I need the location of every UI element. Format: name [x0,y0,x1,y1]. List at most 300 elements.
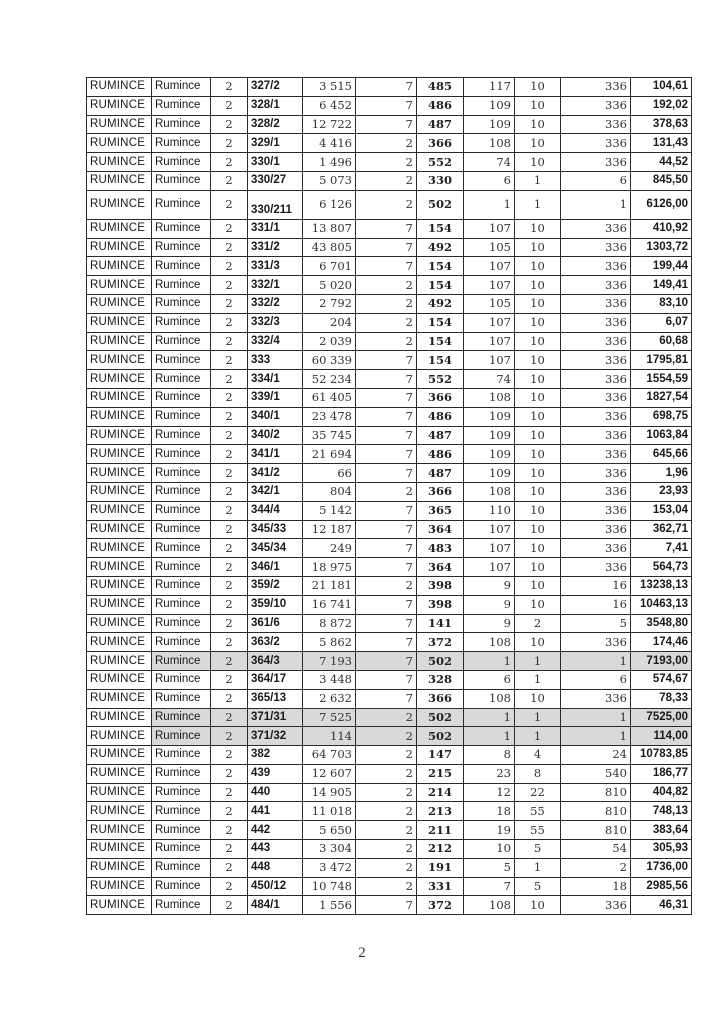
value-b: 22 [515,783,561,802]
land-type: 7 [356,78,417,97]
cadastral-area-name: Rumince [152,313,211,332]
price: 362,71 [631,520,692,539]
parcel-number: 439 [248,764,303,783]
value-a: 109 [464,445,515,464]
price: 378,63 [631,115,692,134]
parcel-area: 12 722 [303,115,356,134]
value-b: 10 [515,219,561,238]
table-row [87,558,692,577]
value-a: 18 [464,802,515,821]
parcel-number: 330/27 [248,171,303,190]
register-type: 2 [211,840,248,859]
register-type: 2 [211,388,248,407]
value-b: 10 [515,595,561,614]
value-c: 336 [561,633,631,652]
value-a: 5 [464,858,515,877]
value-b: 10 [515,576,561,595]
parcel-number: 332/4 [248,332,303,351]
price: 186,77 [631,764,692,783]
land-type: 7 [356,351,417,370]
value-c: 336 [561,78,631,97]
parcel-area: 60 339 [303,351,356,370]
register-type: 2 [211,464,248,483]
table-row [87,153,692,172]
bpej-code: 502 [417,727,464,746]
cadastral-area-code: RUMINCE [87,134,152,153]
cadastral-area-code: RUMINCE [87,783,152,802]
land-type: 2 [356,190,417,219]
parcel-number: 341/1 [248,445,303,464]
parcel-number: 345/34 [248,539,303,558]
value-a: 74 [464,153,515,172]
parcel-number: 339/1 [248,388,303,407]
land-type: 7 [356,558,417,577]
bpej-code: 366 [417,388,464,407]
parcel-number: 341/2 [248,464,303,483]
parcel-area: 11 018 [303,802,356,821]
cadastral-area-name: Rumince [152,764,211,783]
value-a: 10 [464,840,515,859]
table-row [87,652,692,671]
value-c: 336 [561,134,631,153]
price: 1303,72 [631,238,692,257]
value-a: 107 [464,257,515,276]
cadastral-area-code: RUMINCE [87,294,152,313]
table-row [87,689,692,708]
cadastral-area-code: RUMINCE [87,576,152,595]
bpej-code: 487 [417,115,464,134]
register-type: 2 [211,153,248,172]
cadastral-area-code: RUMINCE [87,670,152,689]
table-row [87,388,692,407]
value-a: 109 [464,96,515,115]
parcel-area: 2 632 [303,689,356,708]
parcel-number: 364/17 [248,670,303,689]
parcel-area: 16 741 [303,595,356,614]
register-type: 2 [211,313,248,332]
parcel-area: 3 472 [303,858,356,877]
value-b: 5 [515,840,561,859]
price: 149,41 [631,276,692,295]
cadastral-area-code: RUMINCE [87,445,152,464]
value-a: 1 [464,708,515,727]
parcel-number: 332/3 [248,313,303,332]
value-b: 10 [515,153,561,172]
value-a: 108 [464,482,515,501]
value-c: 336 [561,558,631,577]
value-b: 10 [515,134,561,153]
table-row [87,407,692,426]
parcel-area: 7 193 [303,652,356,671]
value-b: 1 [515,727,561,746]
value-c: 540 [561,764,631,783]
parcel-area: 21 694 [303,445,356,464]
value-c: 336 [561,219,631,238]
cadastral-area-code: RUMINCE [87,96,152,115]
cadastral-area-name: Rumince [152,115,211,134]
value-a: 74 [464,370,515,389]
price: 1736,00 [631,858,692,877]
value-b: 1 [515,190,561,219]
bpej-code: 364 [417,558,464,577]
price: 192,02 [631,96,692,115]
value-c: 336 [561,388,631,407]
price: 10783,85 [631,746,692,765]
register-type: 2 [211,115,248,134]
cadastral-area-code: RUMINCE [87,614,152,633]
table-row [87,501,692,520]
parcel-number: 332/2 [248,294,303,313]
price: 1554,59 [631,370,692,389]
register-type: 2 [211,482,248,501]
parcel-area: 804 [303,482,356,501]
cadastral-area-name: Rumince [152,257,211,276]
land-type: 7 [356,633,417,652]
table-row [87,614,692,633]
table-row [87,539,692,558]
cadastral-area-code: RUMINCE [87,802,152,821]
cadastral-area-code: RUMINCE [87,539,152,558]
cadastral-area-code: RUMINCE [87,426,152,445]
cadastral-area-code: RUMINCE [87,708,152,727]
price: 305,93 [631,840,692,859]
value-c: 336 [561,501,631,520]
parcel-number: 361/6 [248,614,303,633]
price: 645,66 [631,445,692,464]
land-type: 2 [356,764,417,783]
parcel-number: 329/1 [248,134,303,153]
price: 410,92 [631,219,692,238]
value-c: 336 [561,539,631,558]
land-type: 7 [356,115,417,134]
bpej-code: 366 [417,482,464,501]
value-b: 4 [515,746,561,765]
bpej-code: 502 [417,708,464,727]
cadastral-area-name: Rumince [152,858,211,877]
cadastral-area-name: Rumince [152,445,211,464]
price: 10463,13 [631,595,692,614]
value-a: 1 [464,652,515,671]
cadastral-area-name: Rumince [152,652,211,671]
cadastral-area-code: RUMINCE [87,520,152,539]
value-b: 10 [515,426,561,445]
land-type: 2 [356,294,417,313]
price: 2985,56 [631,877,692,896]
value-a: 6 [464,171,515,190]
price: 1,96 [631,464,692,483]
value-a: 117 [464,78,515,97]
land-type: 7 [356,595,417,614]
value-b: 10 [515,332,561,351]
value-b: 10 [515,276,561,295]
parcel-area: 3 515 [303,78,356,97]
value-a: 109 [464,407,515,426]
cadastral-area-code: RUMINCE [87,689,152,708]
bpej-code: 487 [417,464,464,483]
parcel-number: 359/2 [248,576,303,595]
value-c: 1 [561,727,631,746]
value-a: 107 [464,313,515,332]
parcel-area: 6 452 [303,96,356,115]
value-a: 9 [464,576,515,595]
value-c: 810 [561,783,631,802]
land-type: 2 [356,746,417,765]
land-type: 7 [356,652,417,671]
value-b: 10 [515,351,561,370]
table-row [87,746,692,765]
value-b: 10 [515,445,561,464]
bpej-code: 154 [417,276,464,295]
parcel-area: 5 073 [303,171,356,190]
bpej-code: 154 [417,351,464,370]
value-a: 9 [464,595,515,614]
cadastral-area-code: RUMINCE [87,896,152,915]
parcel-area: 64 703 [303,746,356,765]
value-c: 16 [561,576,631,595]
table-row [87,670,692,689]
table-row [87,858,692,877]
cadastral-area-code: RUMINCE [87,351,152,370]
parcel-number: 363/2 [248,633,303,652]
parcel-number: 340/1 [248,407,303,426]
parcel-number: 331/3 [248,257,303,276]
value-b: 10 [515,313,561,332]
bpej-code: 366 [417,134,464,153]
price: 1063,84 [631,426,692,445]
register-type: 2 [211,407,248,426]
land-type: 7 [356,896,417,915]
value-c: 24 [561,746,631,765]
value-b: 2 [515,614,561,633]
cadastral-area-code: RUMINCE [87,257,152,276]
table-row [87,520,692,539]
cadastral-area-code: RUMINCE [87,219,152,238]
cadastral-area-name: Rumince [152,558,211,577]
value-a: 1 [464,727,515,746]
bpej-code: 154 [417,313,464,332]
table-row [87,576,692,595]
parcel-number: 331/2 [248,238,303,257]
bpej-code: 366 [417,689,464,708]
parcel-area: 23 478 [303,407,356,426]
land-type: 7 [356,370,417,389]
price: 23,93 [631,482,692,501]
price: 13238,13 [631,576,692,595]
bpej-code: 211 [417,821,464,840]
table-row [87,370,692,389]
value-c: 6 [561,171,631,190]
value-b: 5 [515,877,561,896]
table-row [87,171,692,190]
price: 698,75 [631,407,692,426]
value-c: 54 [561,840,631,859]
bpej-code: 213 [417,802,464,821]
value-c: 336 [561,153,631,172]
land-type: 7 [356,520,417,539]
value-b: 1 [515,708,561,727]
value-b: 10 [515,388,561,407]
register-type: 2 [211,821,248,840]
value-c: 336 [561,351,631,370]
land-type: 7 [356,464,417,483]
parcel-area: 5 142 [303,501,356,520]
land-type: 7 [356,426,417,445]
cadastral-area-name: Rumince [152,426,211,445]
value-b: 1 [515,171,561,190]
table-row [87,482,692,501]
cadastral-area-code: RUMINCE [87,238,152,257]
value-a: 109 [464,115,515,134]
register-type: 2 [211,858,248,877]
register-type: 2 [211,520,248,539]
parcel-area: 114 [303,727,356,746]
parcel-number: 328/2 [248,115,303,134]
parcel-area: 3 304 [303,840,356,859]
land-type: 7 [356,257,417,276]
table-row [87,257,692,276]
value-c: 336 [561,238,631,257]
cadastral-area-name: Rumince [152,783,211,802]
register-type: 2 [211,614,248,633]
register-type: 2 [211,633,248,652]
price: 104,61 [631,78,692,97]
parcel-area: 1 556 [303,896,356,915]
register-type: 2 [211,501,248,520]
cadastral-area-code: RUMINCE [87,171,152,190]
table-row [87,294,692,313]
table-row [87,783,692,802]
register-type: 2 [211,539,248,558]
table-row [87,115,692,134]
bpej-code: 364 [417,520,464,539]
parcel-area: 12 607 [303,764,356,783]
value-c: 336 [561,96,631,115]
value-a: 107 [464,219,515,238]
cadastral-area-name: Rumince [152,78,211,97]
value-b: 10 [515,539,561,558]
table-row [87,821,692,840]
parcel-number: 450/12 [248,877,303,896]
bpej-code: 486 [417,407,464,426]
cadastral-area-code: RUMINCE [87,727,152,746]
parcel-number: 441 [248,802,303,821]
register-type: 2 [211,595,248,614]
register-type: 2 [211,257,248,276]
register-type: 2 [211,727,248,746]
land-type: 2 [356,708,417,727]
parcel-number: 440 [248,783,303,802]
cadastral-area-name: Rumince [152,351,211,370]
register-type: 2 [211,652,248,671]
register-type: 2 [211,190,248,219]
cadastral-area-name: Rumince [152,576,211,595]
value-c: 2 [561,858,631,877]
land-type: 7 [356,388,417,407]
price: 174,46 [631,633,692,652]
price: 845,50 [631,171,692,190]
cadastral-area-name: Rumince [152,238,211,257]
register-type: 2 [211,576,248,595]
cadastral-area-code: RUMINCE [87,501,152,520]
parcel-area: 2 792 [303,294,356,313]
cadastral-area-name: Rumince [152,501,211,520]
value-c: 1 [561,652,631,671]
value-b: 8 [515,764,561,783]
value-a: 107 [464,539,515,558]
parcel-area: 249 [303,539,356,558]
parcel-number: 364/3 [248,652,303,671]
cadastral-area-code: RUMINCE [87,746,152,765]
value-b: 10 [515,501,561,520]
table-row [87,190,692,219]
table-row [87,445,692,464]
value-c: 1 [561,190,631,219]
parcel-number: 484/1 [248,896,303,915]
parcel-number: 443 [248,840,303,859]
land-type: 7 [356,219,417,238]
parcel-number: 442 [248,821,303,840]
price: 3548,80 [631,614,692,633]
cadastral-area-code: RUMINCE [87,840,152,859]
parcel-number: 327/2 [248,78,303,97]
register-type: 2 [211,276,248,295]
cadastral-area-code: RUMINCE [87,464,152,483]
bpej-code: 372 [417,896,464,915]
price: 7,41 [631,539,692,558]
land-type: 2 [356,482,417,501]
cadastral-area-name: Rumince [152,539,211,558]
table-row [87,351,692,370]
parcel-area: 7 525 [303,708,356,727]
value-b: 10 [515,96,561,115]
parcel-number: 330/1 [248,153,303,172]
value-c: 810 [561,802,631,821]
value-b: 10 [515,78,561,97]
register-type: 2 [211,764,248,783]
value-c: 336 [561,426,631,445]
table-row [87,877,692,896]
value-c: 336 [561,313,631,332]
value-b: 10 [515,257,561,276]
parcel-number: 382 [248,746,303,765]
cadastral-area-name: Rumince [152,134,211,153]
parcel-number: 344/4 [248,501,303,520]
parcel-number: 328/1 [248,96,303,115]
bpej-code: 365 [417,501,464,520]
cadastral-area-name: Rumince [152,370,211,389]
value-c: 336 [561,407,631,426]
table-row [87,464,692,483]
bpej-code: 147 [417,746,464,765]
cadastral-area-code: RUMINCE [87,190,152,219]
price: 114,00 [631,727,692,746]
value-c: 336 [561,689,631,708]
land-type: 2 [356,840,417,859]
parcel-area: 13 807 [303,219,356,238]
value-c: 16 [561,595,631,614]
parcel-number: 345/33 [248,520,303,539]
register-type: 2 [211,351,248,370]
register-type: 2 [211,558,248,577]
parcel-number: 371/31 [248,708,303,727]
value-b: 1 [515,652,561,671]
register-type: 2 [211,445,248,464]
register-type: 2 [211,426,248,445]
cadastral-area-name: Rumince [152,171,211,190]
value-b: 55 [515,802,561,821]
value-a: 107 [464,351,515,370]
cadastral-area-name: Rumince [152,802,211,821]
